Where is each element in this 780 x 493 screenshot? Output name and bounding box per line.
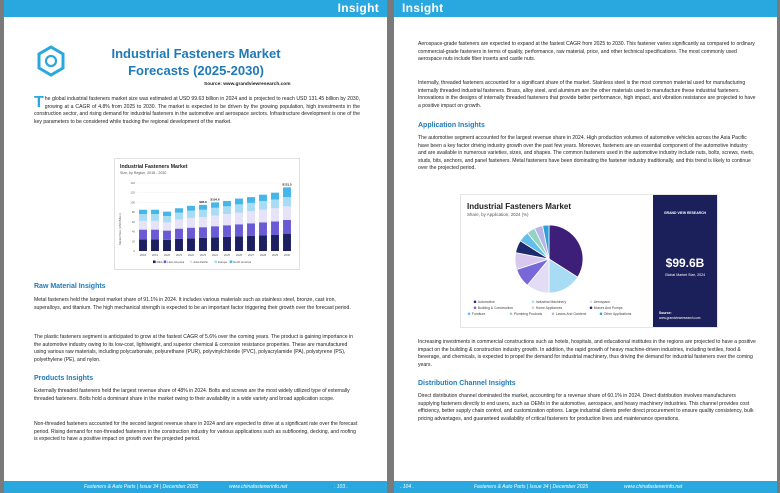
bar-segment [211,237,219,251]
regional-bar-chart [114,158,300,270]
bar-value-label: $131.5 [282,182,292,187]
bar-ytick-label: 100 [130,200,135,205]
pie-legend-swatch [468,313,471,316]
application-pie-chart [460,194,718,328]
bar-segment [283,206,291,220]
bar-segment [187,206,195,211]
bar-segment [223,201,231,206]
pie-legend-label: Plumbing Products [513,312,543,316]
bar-segment [199,217,207,227]
bar-segment [151,210,159,214]
bar-segment [139,214,147,221]
bar-xtick-label: 2026 [235,253,243,257]
article-source: Source: www.grandviewresearch.com [204,82,291,87]
application-heading: Application Insights [418,122,485,129]
bar-segment [259,235,267,251]
bar-segment [235,199,243,205]
bar-ytick-label: 120 [130,190,135,195]
bar-legend-swatch [230,261,233,264]
products-paragraph-1: Externally threaded fasteners held the largest revenue share of 48% in 2024. Bolts and screws are the most widely utilized type of externally threaded fasteners. Bolts hold a dominant share in the market owing to their availability in a wide variety and broad application scope. [34,388,350,402]
bar-xtick-label: 2019 [151,253,159,257]
bar-xtick-label: 2018 [139,253,147,257]
pie-legend-swatch [590,307,593,310]
bar-segment [163,212,171,216]
bar-xtick-label: 2020 [163,253,171,257]
bar-xtick-label: 2021 [175,253,183,257]
pie-legend-swatch [474,301,477,304]
pie-legend-swatch [590,301,593,304]
bar-segment [163,231,171,240]
right-footer-issue: Fasteners & Auto Parts | Issue 34 | December 2025 [474,484,589,490]
bar-segment [271,193,279,200]
right-header-label: Insight [402,1,444,15]
raw-material-heading: Raw Material Insights [34,283,106,290]
pie-legend-swatch [552,313,555,316]
bar-legend-label: Asia Pacific [193,260,208,264]
bar-legend-swatch [153,261,156,264]
construction-paragraph: Increasing investments in commercial constructions such as hotels, hospitals, and educational institutes in the regions are projected to have a positive impact on the building & construction industry growth. In addition, the rapid growth of heavy machine-driven industries, including textiles, food & beverage, and chemicals, is expected to propel the demand for industrial machinery, thus driving the demand for industrial fasteners over the coming years. [418,339,756,368]
left-footer-issue: Fasteners & Auto Parts | Issue 34 | December 2025 [84,484,199,490]
bar-xtick-label: 2027 [247,253,255,257]
bar-segment [223,225,231,237]
bar-segment [247,223,255,236]
bar-segment [151,230,159,240]
pie-chart-subtitle: Share, by Application, 2024 (%) [467,212,529,217]
bar-legend-swatch [190,261,193,264]
bar-segment [139,230,147,240]
right-footer [394,481,777,493]
bar-segment [211,226,219,237]
bar-segment [271,235,279,251]
bar-chart-svg [115,159,299,269]
bar-segment [271,221,279,235]
intro-paragraph: The global industrial fasteners market size was estimated at USD 99.63 billion in 2024 and is projected to reach USD 131.45 billion by 2030, growing at a CAGR of 4.8% from 2025 to 2030. The market is expected to be driven by the growing population, high investments in the construction sector, and rising demand for industrial fasteners in the automotive and aerospace sectors. Infrastructure development is one of the key parameters to be considered while tracking the regional development of the market. [34,94,360,125]
bar-legend-label: Latin America [167,260,185,264]
bar-segment [283,234,291,251]
pie-legend-label: Motors And Pumps [593,306,623,310]
bar-segment [223,214,231,225]
raw-material-paragraph-1: Metal fasteners held the largest market share of 91.1% in 2024. It includes various materials such as stainless steel, bronze, cast iron, superalloys, and titanium. The high mechanical strength is expected to be an important factor triggering their growth over the forecast period. [34,297,351,311]
pie-legend-swatch [600,313,603,316]
left-footer [4,481,387,493]
bar-segment [247,203,255,211]
hexagon-logo-icon [34,44,68,78]
bar-xtick-label: 2023 [199,253,207,257]
internal-threaded-paragraph: Internally, threaded fasteners accounted for a significant share of the market. Stainless steel is the most common material used for manufacturing internally threaded industrial fasteners. Brass, alloy steel, and aluminum are the other materials used to manufacture these industrial fasteners. Innovations in the designs of internally threaded fasteners that provide better performance, high impact, and vibration resistance are projected to have a positive impact on growth. [418,80,756,109]
bar-legend-label: North America [233,260,252,264]
bar-segment [187,218,195,228]
intro-dropcap: T [34,94,44,111]
bar-chart-subtitle: Size, by Region, 2018 - 2030 [120,171,167,175]
article-title: Industrial Fasteners Market Forecasts (2025-2030) [111,46,281,78]
bar-segment [199,205,207,210]
distribution-paragraph: Direct distribution channel dominated the market, accounting for a revenue share of 60.1% in 2024. Direct distribution involves manufacturers supplying fasteners directly to end users, such as OEMs in the automotive, aerospace, and heavy machinery industries. This channel provides cost efficiency, better supply chain control, and customization options. Large industrial clients prefer direct procurement to ensure quality consistency, bulk pricing advantages, and guaranteed availability of critical fasteners for production lines and maintenance operations. [418,393,754,422]
bar-segment [223,206,231,214]
right-page [394,0,777,493]
bar-segment [175,208,183,212]
bar-segment [235,224,243,236]
right-page-number: . 104 . [400,484,414,490]
distribution-heading: Distribution Channel Insights [418,380,516,387]
bar-segment [175,219,183,228]
bar-segment [163,216,171,222]
bar-ytick-label: 140 [130,181,135,185]
pie-legend-swatch [532,301,535,304]
left-page [4,0,387,493]
bar-segment [235,236,243,251]
bar-segment [259,201,267,210]
pie-source-label: Source: [659,311,672,315]
bar-segment [175,239,183,251]
bar-ytick-label: 80 [131,210,135,215]
bar-segment [151,221,159,230]
bar-chart-title: Industrial Fasteners Market [120,164,188,170]
bar-segment [175,229,183,239]
grand-view-brand: GRAND VIEW RESEARCH [663,211,707,215]
raw-material-paragraph-2: The plastic fasteners segment is anticipated to grow at the fastest CAGR of 5.6% over the coming years. The product is gaining importance in the automotive industry owing to its low-cost, lightweight, and superior chemical & corrosion resistance properties. These are manufactured using various raw materials, including polycarbonate, polyurethane (PUR), polyvinylchloride (PVC), polyacrylamide (PA), polystyrene (PS), polyethylene (PE), and nylon. [34,334,353,363]
bar-segment [187,228,195,239]
bar-segment [259,222,267,235]
bar-ytick-label: 0 [133,249,135,253]
bar-segment [163,240,171,251]
bar-segment [199,227,207,238]
bar-chart-ylabel: Market Size (USD Billion) [118,213,122,245]
bar-segment [151,214,159,221]
products-heading: Products Insights [34,375,94,382]
bar-ytick-label: 60 [131,219,135,224]
pie-legend-swatch [510,313,513,316]
pie-legend-label: Home Appliances [535,306,563,310]
bar-segment [139,210,147,214]
bar-segment [283,187,291,197]
bar-segment [283,197,291,206]
bar-legend-swatch [164,261,167,264]
bar-segment [271,208,279,221]
left-header-bar [4,0,387,17]
pie-legend-label: Lawns And Gardens [555,312,587,316]
bar-segment [199,210,207,217]
right-footer-url[interactable]: www.chinafastenerinfo.net [624,484,683,490]
bar-segment [235,213,243,225]
left-header-label: Insight [337,1,379,15]
headline-value: $99.6B [665,256,705,270]
bar-legend-label: Europe [218,260,228,264]
bar-segment [139,221,147,230]
bar-segment [139,239,147,251]
pie-legend-swatch [474,307,477,310]
pie-legend-label: Aerospace [593,300,611,304]
pie-legend-swatch [532,307,535,310]
right-header-bar [394,0,777,17]
bar-segment [151,239,159,251]
bar-xtick-label: 2022 [187,253,195,257]
bar-legend-swatch [214,261,217,264]
pie-source-url: www.grandviewresearch.com [659,316,701,320]
bar-value-label: $104.6 [210,197,220,202]
pie-legend-label: Industrial Machinery [535,300,567,304]
products-paragraph-2: Non-threaded fasteners accounted for the second largest revenue share in 2024 and are expected to drive at a significant rate over the forecast period. Rising demand for non-threaded fasteners in the construction industry for various applications such as subflooring, decking, and roofing is expected to have a positive impact on growth over the projected period. [34,421,358,443]
pie-legend-label: Other Applications [603,312,632,316]
bar-segment [187,238,195,251]
application-paragraph: The automotive segment accounted for the largest revenue share in 2024. High production volumes of automotive vehicles across the Asia Pacific have been a key factor driving industry growth over the past few years. Moreover, fasteners are an essential component of the automotive industry and are available in numerous varieties, sizes, and shapes. The common fasteners used in the automotive industry include nuts, bolts, screws, rivets, studs, bits, anchors, and panel fasteners. Metal fasteners have been dominating the fastener industry traditionally, and this trend is likely to continue over the projected period. [418,135,755,172]
bar-segment [247,211,255,223]
bar-segment [247,197,255,203]
pie-chart-svg [461,195,717,327]
bar-segment [211,208,219,216]
bar-xtick-label: 2030 [283,253,291,257]
bar-ytick-label: 20 [131,239,135,244]
bar-segment [175,213,183,220]
bar-segment [211,202,219,207]
bar-ytick-label: 40 [131,229,135,234]
bar-segment [223,237,231,251]
headline-caption: Global Market Size, 2024 [664,273,706,277]
bar-segment [271,200,279,209]
bar-segment [199,238,207,251]
bar-xtick-label: 2028 [259,253,267,257]
left-page-number: . 103 . [334,484,348,490]
bar-segment [163,222,171,230]
bar-segment [259,195,267,201]
pie-legend-label: Building & Construction [477,306,514,310]
pie-legend-label: Automotive [477,300,495,304]
bar-segment [259,210,267,223]
bar-legend-label: MEA [156,260,163,264]
bar-xtick-label: 2025 [223,253,231,257]
bar-segment [283,220,291,234]
pie-legend-label: Furniture [471,312,486,316]
bar-segment [211,216,219,227]
aerospace-paragraph: Aerospace-grade fasteners are expected to expand at the fastest CAGR from 2025 to 2030. This fastener varies significantly as compared to ordinary commercial-grade fasteners in terms of quality, performance, raw material, price, and other technical specifications. The most commonly used aerospace nuts include fiber inserts and castle nuts. [418,41,755,63]
bar-xtick-label: 2029 [271,253,279,257]
bar-segment [235,204,243,212]
bar-xtick-label: 2024 [211,253,219,257]
bar-segment [247,236,255,251]
pie-chart-title: Industrial Fasteners Market [467,202,572,211]
bar-value-label: $96.6 [199,199,207,204]
left-footer-url[interactable]: www.chinafastenerinfo.net [229,484,288,490]
bar-segment [187,211,195,218]
